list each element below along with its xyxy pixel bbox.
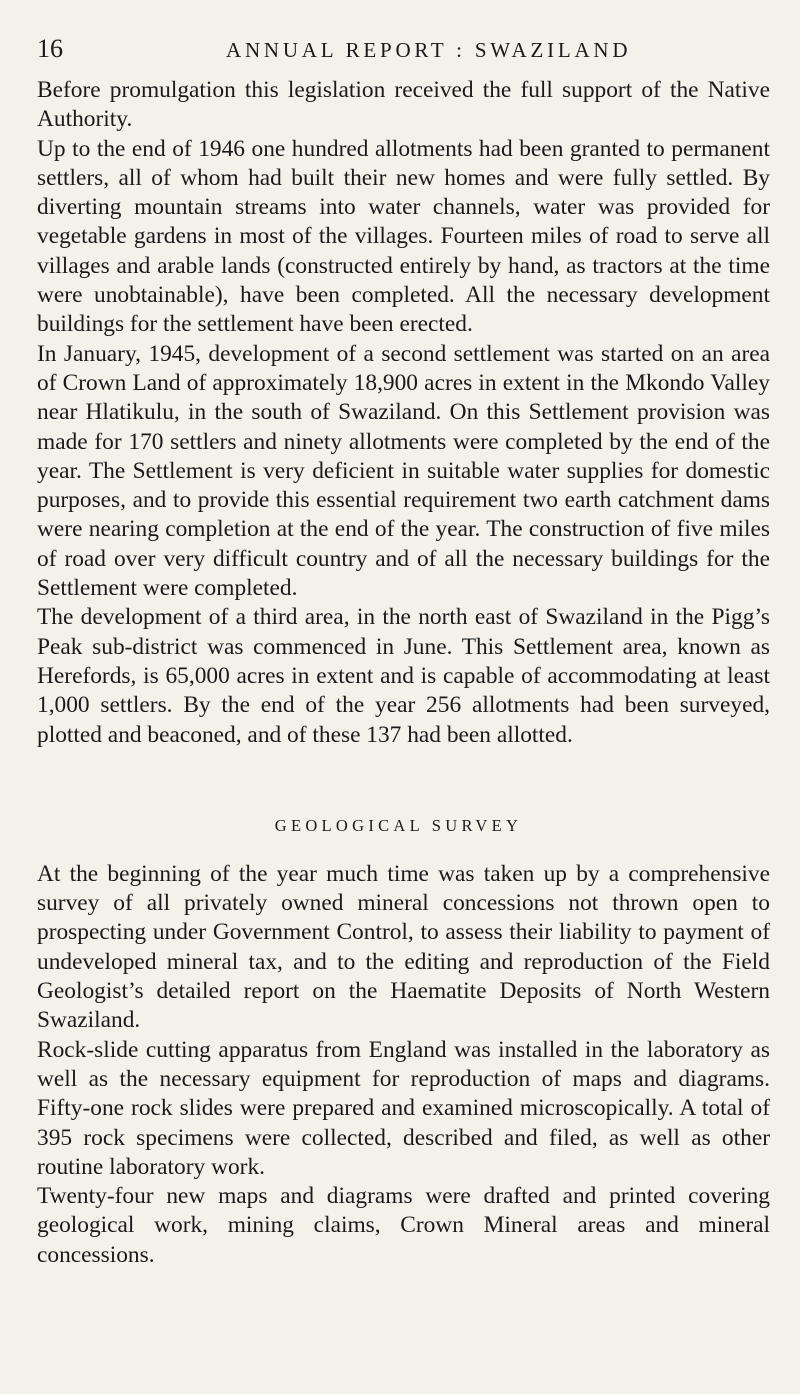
paragraph: Before promulgation this legislation received the full support of the Native Authority. [37, 77, 770, 133]
paragraph: Up to the end of 1946 one hundred allotments had been granted to permanent settlers, all of whom had built their new homes and were fully settled. By diverting mountain streams into water channels, water was provided for vegetable gardens in most of the villages. Fourteen miles of road to serve all villages and arable lands (constructed entirely by hand, as tractors at the time were unobtainable), have been completed. All the necessary development buildings for the settlement have been erected. [37, 135, 770, 338]
running-head [37, 36, 770, 76]
page-number: 16 [37, 34, 63, 63]
body-text [37, 76, 770, 1270]
paragraph: In January, 1945, development of a second settlement was started on an area of Crown Land of approximately 18,900 acres in extent in the Mkondo Valley near Hlatikulu, in the south of Swaziland. On this Settlement provision was made for 170 settlers and ninety allotments were completed by the end of the year. The Settlement is very deficient in suitable water supplies for domestic purposes, and to provide this essential requirement two earth catchment dams were nearing completion at the end of the year. The construction of five miles of road over very difficult country and of all the necessary buildings for the Settlement were completed. [37, 340, 770, 602]
section-heading: GEOLOGICAL SURVEY [274, 815, 523, 835]
paragraph: Twenty-four new maps and diagrams were drafted and printed covering geological work, mining claims, Crown Mineral areas and mineral concessions. [37, 1183, 770, 1268]
paragraph: The development of a third area, in the north east of Swaziland in the Pigg’s Peak sub-district was commenced in June. This Settlement area, known as Herefords, is 65,000 acres in extent and is capable of accommodating at least 1,000 settlers. By the end of the year 256 allotments had been surveyed, plotted and beaconed, and of these 137 had been allotted. [37, 604, 770, 748]
running-title: ANNUAL REPORT : SWAZILAND [226, 38, 632, 62]
paragraph: At the beginning of the year much time was taken up by a comprehensive survey of all privately owned mineral concessions not thrown open to prospecting under Government Control, to assess their liability to payment of undeveloped mineral tax, and to the editing and reproduction of the Field Geologist’s detailed report on the Haematite Deposits of North Western Swaziland. [37, 860, 770, 1034]
paragraph: Rock-slide cutting apparatus from England was installed in the laboratory as well as the necessary equipment for reproduction of maps and diagrams. Fifty-one rock slides were prepared and examined microscopically. A total of 395 rock specimens were collected, described and filed, as well as other routine laboratory work. [37, 1036, 770, 1180]
